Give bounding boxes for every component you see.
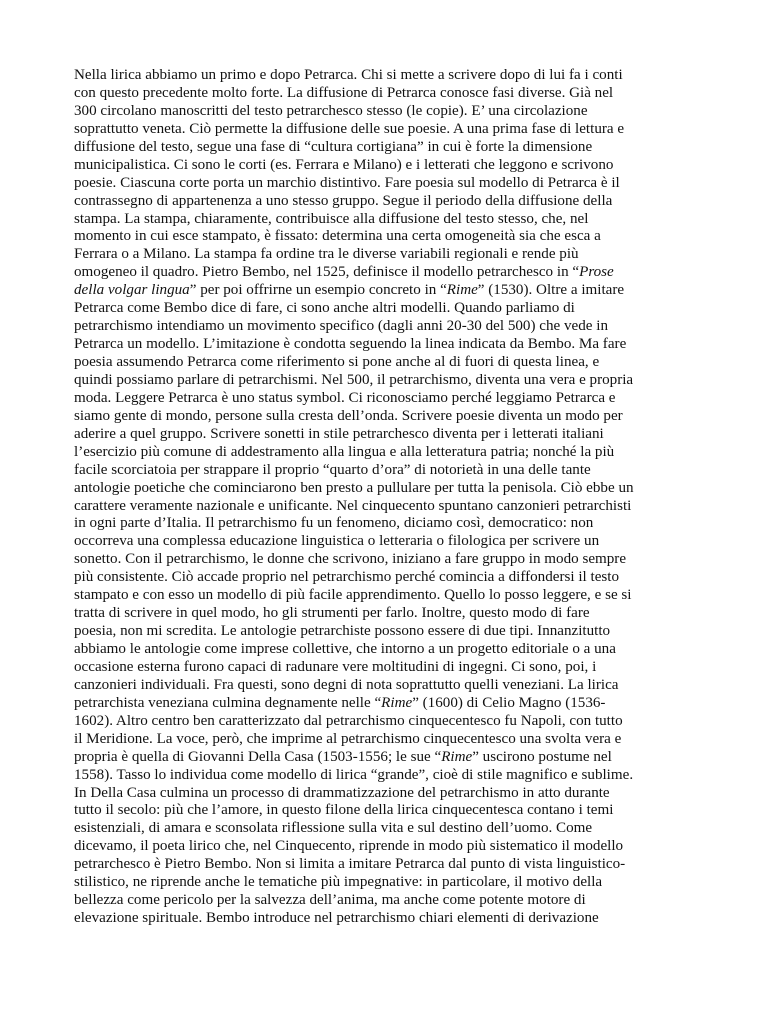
text-line xyxy=(74,462,698,480)
text-line xyxy=(74,820,698,838)
text-line xyxy=(74,713,698,731)
text-run: occasione esterna furono capaci di radunare vere moltitudini di ingegni. Ci sono, poi, i xyxy=(74,658,597,675)
text-line xyxy=(74,641,698,659)
text-run: poesia, non mi scredita. Le antologie petrarchiste possono essere di due tipi. Innanzitutto xyxy=(74,623,611,640)
text-run: soprattutto veneta. Ciò permette la diffusione delle sue poesie. A una prima fase di lettura e xyxy=(74,120,625,137)
text-run: Petrarca come Bembo dice di fare, ci sono anche altri modelli. Quando parliamo di xyxy=(74,300,575,317)
text-line xyxy=(74,856,698,874)
text-line xyxy=(74,551,698,569)
text-line xyxy=(74,67,698,85)
text-run: antologie poetiche che cominciarono ben presto a pullulare per tutta la penisola. Ciò ebbe un xyxy=(74,479,634,496)
text-run: stilistico, ne riprende anche le tematiche più impegnative: in particolare, il motivo della xyxy=(74,874,603,891)
text-line xyxy=(74,408,698,426)
text-line xyxy=(74,103,698,121)
text-run: sonetto. Con il petrarchismo, le donne che scrivono, iniziano a fare gruppo in modo sempre xyxy=(74,551,627,568)
text-line xyxy=(74,211,698,229)
text-run: diffusione del testo, segue una fase di “cultura cortigiana” in cui è forte la dimensione xyxy=(74,138,593,155)
text-line xyxy=(74,498,698,516)
text-run: moda. Leggere Petrarca è uno status symbol. Ci riconosciamo perché leggiamo Petrarca e xyxy=(74,389,616,406)
text-run: In Della Casa culmina un processo di drammatizzazione del petrarchismo in atto durante xyxy=(74,784,610,801)
text-line xyxy=(74,228,698,246)
text-line xyxy=(74,749,698,767)
text-line xyxy=(74,892,698,910)
text-run: 1602). Altro centro ben caratterizzato dal petrarchismo cinquecentesco fu Napoli, con tutto xyxy=(74,712,623,729)
text-run: ” uscirono postume nel xyxy=(472,748,612,765)
text-run: Nella lirica abbiamo un primo e dopo Petrarca. Chi si mette a scrivere dopo di lui fa i conti xyxy=(74,67,623,83)
text-run: petrarchismo intendiamo un movimento specifico (dagli anni 20-30 del 500) che vede in xyxy=(74,318,609,335)
text-run: dicevamo, il poeta lirico che, nel Cinquecento, riprende in modo più sistematico il modello xyxy=(74,838,624,855)
text-run: tratta di scrivere in quel modo, ho gli strumenti per farlo. Inoltre, questo modo di fare xyxy=(74,605,590,622)
text-run: aderire a quel gruppo. Scrivere sonetti in stile petrarchesco diventa per i letterati italiani xyxy=(74,425,604,442)
italic-title-text: Rime xyxy=(441,748,473,765)
text-run: poesia assumendo Petrarca come riferimento si pone anche al di fuori di questa linea, e xyxy=(74,354,600,370)
text-run: petrarchesco è Pietro Bembo. Non si limita a imitare Petrarca dal punto di vista linguistico- xyxy=(74,856,626,873)
italic-title-text: Rime xyxy=(381,694,413,711)
text-line xyxy=(74,659,698,677)
text-run: 300 circolano manoscritti del testo petrarchesco stesso (le copie). E’ una circolazione xyxy=(74,102,588,119)
text-run: quindi possiamo parlare di petrarchismi. Nel 500, il petrarchismo, diventa una vera e propria xyxy=(74,371,634,388)
italic-title-text: Rime xyxy=(446,282,478,299)
text-line xyxy=(74,139,698,157)
text-run: Petrarca un modello. L’imitazione è condotta seguendo la linea indicata da Bembo. Ma fare xyxy=(74,336,627,353)
text-line xyxy=(74,282,698,300)
text-line xyxy=(74,785,698,803)
text-run: in ogni parte d’Italia. Il petrarchismo fu un fenomeno, diciamo così, democratico: non xyxy=(74,515,594,532)
text-run: l’esercizio più comune di addestramento alla lingua e alla letteratura patria; nonché la più xyxy=(74,443,615,460)
italic-title-text: Prose xyxy=(579,264,614,281)
text-line xyxy=(74,336,698,354)
text-run: propria è quella di Giovanni Della Casa (1503-1556; le sue “ xyxy=(74,748,442,765)
text-line xyxy=(74,121,698,139)
text-run: siamo gente di mondo, persone sulla cresta dell’onda. Scrivere poesie diventa un modo per xyxy=(74,407,623,424)
text-run: Ferrara o a Milano. La stampa fa ordine tra le diverse variabili regionali e rende più xyxy=(74,246,579,263)
text-run: bellezza come pericolo per la salvezza dell’anima, ma anche come potente motore di xyxy=(74,892,586,909)
text-line xyxy=(74,910,698,928)
text-run: ” (1530). Oltre a imitare xyxy=(477,282,625,299)
italic-title-text: della volgar lingua xyxy=(74,282,190,299)
text-line xyxy=(74,623,698,641)
text-run: esistenziali, di amara e sconsolata riflessione sulla vita e sul destino dell’uomo. Come xyxy=(74,820,593,837)
text-run: carattere veramente nazionale e unificante. Nel cinquecento spuntano canzonieri petrarchisti xyxy=(74,497,632,514)
text-line xyxy=(74,390,698,408)
text-line xyxy=(74,587,698,605)
text-run: stampa. La stampa, chiaramente, contribuisce alla diffusione del testo stesso, che, nel xyxy=(74,210,589,227)
text-line xyxy=(74,605,698,623)
text-run: municipalistica. Ci sono le corti (es. Ferrara e Milano) e i letterati che leggono e scrivono xyxy=(74,156,614,173)
text-line xyxy=(74,318,698,336)
text-run: ” per poi offrirne un esempio concreto in “ xyxy=(189,282,447,299)
text-line xyxy=(74,300,698,318)
text-line xyxy=(74,444,698,462)
text-run: facile scorciatoia per strappare il proprio “quarto d’ora” di notorietà in una delle tante xyxy=(74,461,591,478)
text-line xyxy=(74,802,698,820)
text-run: occorreva una complessa educazione linguistica o letteraria o filologica per scrivere un xyxy=(74,533,600,550)
text-line xyxy=(74,354,698,372)
text-line xyxy=(74,838,698,856)
text-line xyxy=(74,480,698,498)
text-run: stampato e con esso un modello di più facile apprendimento. Quello lo posso leggere, e se si xyxy=(74,587,632,604)
text-line xyxy=(74,731,698,749)
text-line xyxy=(74,677,698,695)
text-line xyxy=(74,175,698,193)
text-line xyxy=(74,874,698,892)
text-run: 1558). Tasso lo individua come modello di lirica “grande”, cioè di stile magnifico e sublime. xyxy=(74,766,634,783)
text-line xyxy=(74,193,698,211)
text-run: omogeneo il quadro. Pietro Bembo, nel 1525, definisce il modello petrarchesco in “ xyxy=(74,264,580,281)
text-line xyxy=(74,533,698,551)
text-run: tutto il secolo: più che l’amore, in questo filone della lirica cinquecentesca contano i temi xyxy=(74,802,614,819)
text-line xyxy=(74,246,698,264)
text-run: poesie. Ciascuna corte porta un marchio distintivo. Fare poesia sul modello di Petrarca è il xyxy=(74,174,620,191)
text-line xyxy=(74,372,698,390)
text-line xyxy=(74,426,698,444)
text-run: il Meridione. La voce, però, che imprime al petrarchismo cinquecentesco una svolta vera e xyxy=(74,730,622,747)
text-run: momento in cui esce stampato, è fissato: determina una certa omogeneità sia che esca a xyxy=(74,228,601,245)
text-line xyxy=(74,515,698,533)
text-line xyxy=(74,695,698,713)
text-line xyxy=(74,85,698,103)
text-run: più consistente. Ciò accade proprio nel petrarchismo perché comincia a diffondersi il testo xyxy=(74,569,620,586)
text-run: con questo precedente molto forte. La diffusione di Petrarca conosce fasi diverse. Già nel xyxy=(74,84,614,101)
text-line xyxy=(74,264,698,282)
body-text xyxy=(74,67,698,928)
text-run: contrassegno di appartenenza a uno stesso gruppo. Segue il periodo della diffusione della xyxy=(74,192,613,209)
text-run: ” (1600) di Celio Magno (1536- xyxy=(412,694,606,711)
text-line xyxy=(74,569,698,587)
text-run: abbiamo le antologie come imprese collettive, che intorno a un progetto editoriale o a una xyxy=(74,641,616,657)
text-line xyxy=(74,157,698,175)
text-line xyxy=(74,767,698,785)
text-run: canzonieri individuali. Fra questi, sono degni di nota soprattutto quelli veneziani. La lirica xyxy=(74,676,619,693)
text-run: elevazione spirituale. Bembo introduce nel petrarchismo chiari elementi di derivazione xyxy=(74,910,599,927)
text-run: petrarchista veneziana culmina degnamente nelle “ xyxy=(74,694,382,711)
